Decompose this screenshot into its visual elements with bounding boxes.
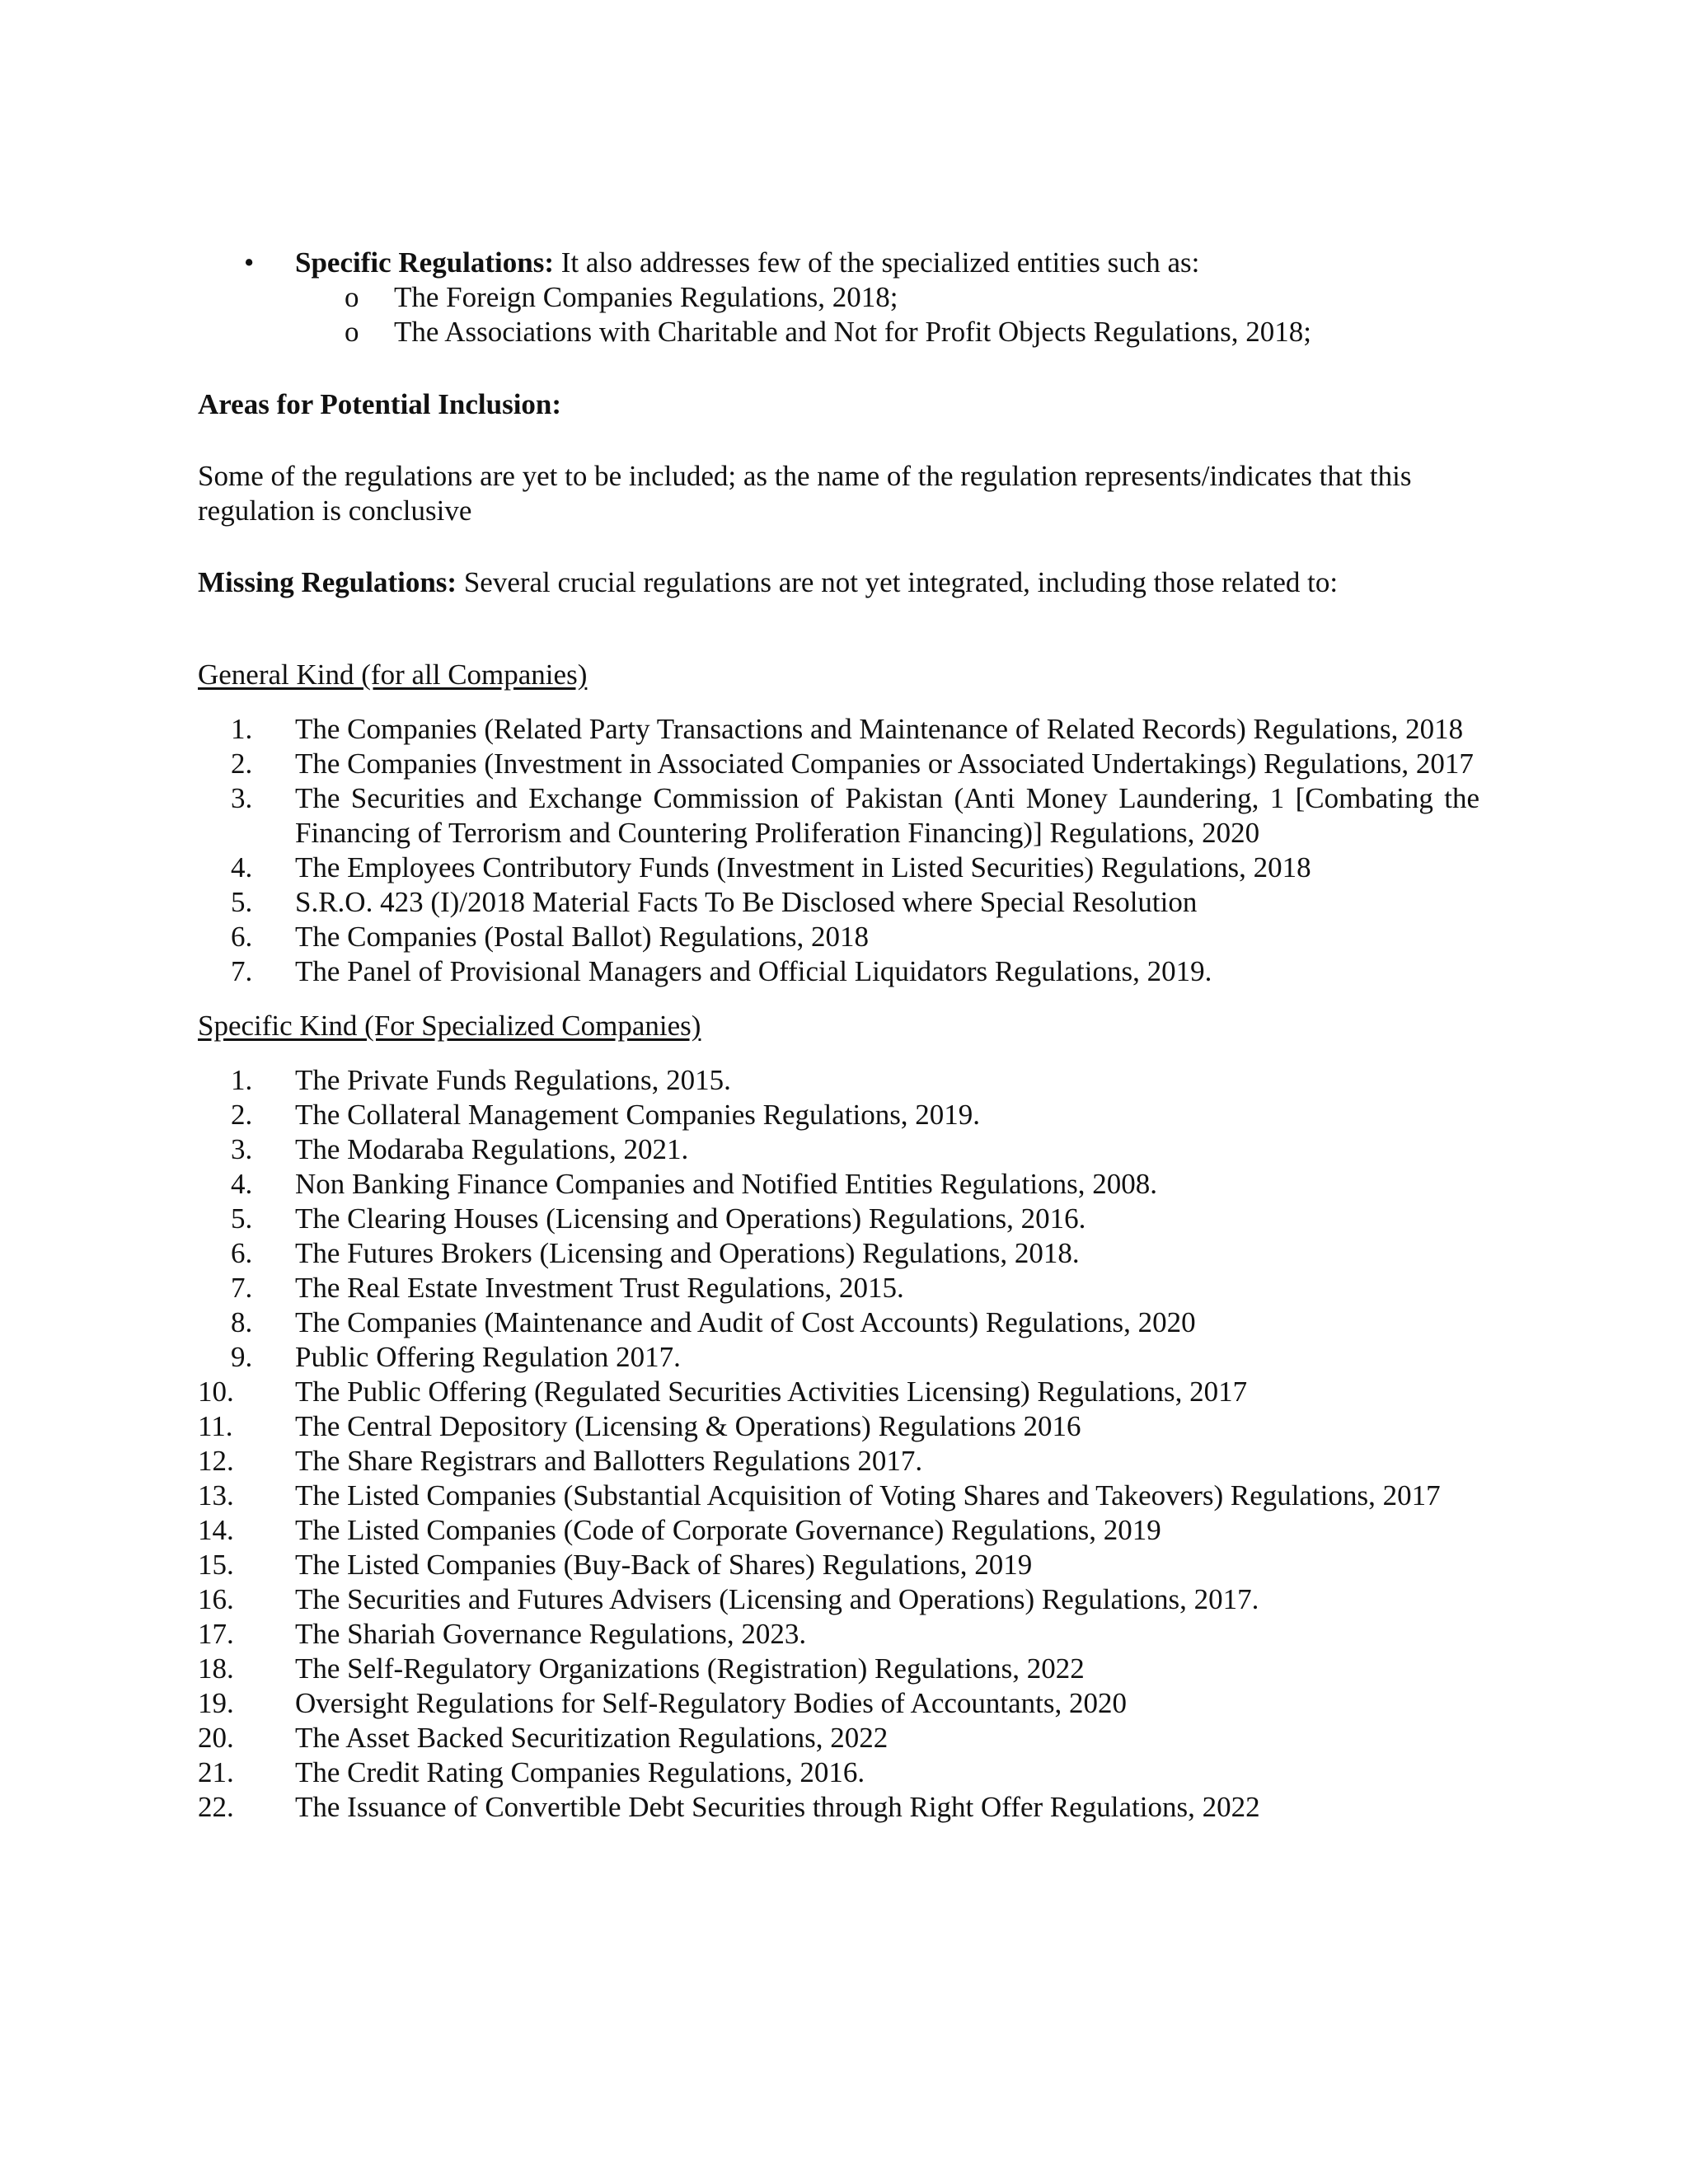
list-item — [198, 1375, 1479, 1409]
sub-list-item-text: The Associations with Charitable and Not for Profit Objects Regulations, 2018; — [394, 316, 1312, 348]
sub-list-item — [198, 280, 1479, 315]
list-item-number: 15. — [198, 1549, 234, 1581]
list-item — [198, 1132, 1479, 1167]
specific-regulations-text: It also addresses few of the specialized entities such as: — [554, 246, 1200, 279]
specific-regulations-label: Specific Regulations: — [295, 246, 555, 279]
specific-kind-list — [198, 1063, 1479, 1825]
list-item-number: 5. — [231, 1202, 253, 1235]
list-item — [198, 954, 1479, 989]
list-item-number: 7. — [231, 1272, 253, 1304]
list-item — [198, 1271, 1479, 1305]
list-item-text: The Private Funds Regulations, 2015. — [295, 1064, 731, 1096]
list-item-text: The Listed Companies (Buy-Back of Shares) Regulations, 2019 — [295, 1549, 1033, 1581]
list-item-number: 6. — [231, 1237, 253, 1269]
list-item-number: 11. — [198, 1410, 233, 1442]
list-item — [198, 1444, 1479, 1479]
missing-regulations-paragraph — [198, 565, 1479, 600]
list-item — [198, 1340, 1479, 1375]
list-item-number: 3. — [231, 1133, 253, 1165]
list-item-text: The Share Registrars and Ballotters Regulations 2017. — [295, 1445, 923, 1477]
list-item — [198, 1548, 1479, 1582]
list-item-number: 5. — [231, 886, 253, 918]
list-item-number: 22. — [198, 1791, 234, 1823]
areas-heading-text: Areas for Potential Inclusion: — [198, 388, 562, 420]
list-item-text: Oversight Regulations for Self-Regulatory Bodies of Accountants, 2020 — [295, 1687, 1128, 1719]
list-item-number: 14. — [198, 1514, 234, 1546]
areas-heading — [198, 387, 1479, 422]
list-item-text: Public Offering Regulation 2017. — [295, 1341, 681, 1373]
list-item-number: 9. — [231, 1341, 253, 1373]
list-item — [198, 1479, 1479, 1513]
list-item — [198, 1686, 1479, 1721]
list-item-number: 2. — [231, 748, 253, 780]
missing-regulations-label: Missing Regulations: — [198, 566, 457, 598]
list-item — [198, 781, 1479, 851]
list-item — [198, 920, 1479, 954]
list-item-text: The Companies (Postal Ballot) Regulations, 2018 — [295, 921, 870, 953]
list-item — [198, 1305, 1479, 1340]
list-item-number: 13. — [198, 1479, 234, 1511]
list-item-text: The Listed Companies (Substantial Acquisition of Voting Shares and Takeovers) Regulations, 2017 — [295, 1479, 1441, 1511]
specific-kind-heading: Specific Kind (For Specialized Companies) — [198, 1010, 701, 1042]
list-item-text: The Employees Contributory Funds (Investment in Listed Securities) Regulations, 2018 — [295, 851, 1311, 883]
list-item-text: The Real Estate Investment Trust Regulations, 2015. — [295, 1272, 904, 1304]
list-item-text: The Self-Regulatory Organizations (Registration) Regulations, 2022 — [295, 1652, 1085, 1685]
list-item-text: The Securities and Exchange Commission of Pakistan (Anti Money Laundering, 1 [Combating the Financing of Terrorism and Countering Proliferation Financing)] Regulations, 2020 — [295, 782, 1479, 849]
list-item-number: 1. — [231, 1064, 253, 1096]
circle-bullet-icon: o — [345, 281, 359, 313]
general-kind-list — [198, 712, 1479, 989]
list-item-number: 1. — [231, 713, 253, 745]
list-item — [198, 1167, 1479, 1202]
sub-list-item — [198, 315, 1479, 349]
list-item — [198, 851, 1479, 885]
list-item — [198, 1582, 1479, 1617]
bullet-icon: • — [244, 246, 255, 279]
general-kind-heading: General Kind (for all Companies) — [198, 658, 588, 691]
list-item — [198, 885, 1479, 920]
missing-regulations-text: Several crucial regulations are not yet integrated, including those related to: — [457, 566, 1339, 598]
list-item — [198, 1790, 1479, 1825]
list-item — [198, 1721, 1479, 1755]
list-item-text: The Securities and Futures Advisers (Licensing and Operations) Regulations, 2017. — [295, 1583, 1259, 1615]
circle-bullet-icon: o — [345, 316, 359, 348]
list-item-text: S.R.O. 423 (I)/2018 Material Facts To Be Disclosed where Special Resolution — [295, 886, 1198, 918]
list-item-text: The Modaraba Regulations, 2021. — [295, 1133, 689, 1165]
list-item-text: The Clearing Houses (Licensing and Operations) Regulations, 2016. — [295, 1202, 1086, 1235]
list-item-text: The Central Depository (Licensing & Operations) Regulations 2016 — [295, 1410, 1081, 1442]
list-item-text: Non Banking Finance Companies and Notified Entities Regulations, 2008. — [295, 1168, 1157, 1200]
list-item-text: The Issuance of Convertible Debt Securities through Right Offer Regulations, 2022 — [295, 1791, 1260, 1823]
list-item-number: 6. — [231, 921, 253, 953]
list-item-text: The Companies (Investment in Associated Companies or Associated Undertakings) Regulations, 2017 — [295, 748, 1474, 780]
list-item-number: 18. — [198, 1652, 234, 1685]
list-item-text: The Collateral Management Companies Regulations, 2019. — [295, 1099, 981, 1131]
list-item-number: 8. — [231, 1306, 253, 1338]
list-item — [198, 747, 1479, 781]
list-item-text: The Listed Companies (Code of Corporate Governance) Regulations, 2019 — [295, 1514, 1161, 1546]
list-item-number: 7. — [231, 955, 253, 987]
list-item-number: 12. — [198, 1445, 234, 1477]
list-item-text: The Futures Brokers (Licensing and Operations) Regulations, 2018. — [295, 1237, 1080, 1269]
list-item-number: 16. — [198, 1583, 234, 1615]
list-item-text: The Credit Rating Companies Regulations, 2016. — [295, 1756, 865, 1788]
list-item — [198, 712, 1479, 747]
list-item-text: The Companies (Related Party Transactions and Maintenance of Related Records) Regulations, 2018 — [295, 713, 1464, 745]
list-item-text: The Panel of Provisional Managers and Official Liquidators Regulations, 2019. — [295, 955, 1212, 987]
document-content — [198, 246, 1479, 1825]
list-item-number: 4. — [231, 851, 253, 883]
list-item-number: 17. — [198, 1618, 234, 1650]
list-item-number: 19. — [198, 1687, 234, 1719]
list-item — [198, 1617, 1479, 1652]
list-item — [198, 1652, 1479, 1686]
list-item-number: 2. — [231, 1099, 253, 1131]
list-item-number: 4. — [231, 1168, 253, 1200]
sub-list-item-text: The Foreign Companies Regulations, 2018; — [394, 281, 898, 313]
list-item-number: 10. — [198, 1376, 234, 1408]
list-item-text: The Asset Backed Securitization Regulations, 2022 — [295, 1722, 889, 1754]
list-item — [198, 1098, 1479, 1132]
list-item — [198, 1755, 1479, 1790]
list-item-text: The Shariah Governance Regulations, 2023. — [295, 1618, 807, 1650]
list-item — [198, 1513, 1479, 1548]
list-item-number: 21. — [198, 1756, 234, 1788]
list-item-text: The Public Offering (Regulated Securities Activities Licensing) Regulations, 2017 — [295, 1376, 1248, 1408]
list-item — [198, 1063, 1479, 1098]
list-item — [198, 1236, 1479, 1271]
list-item-number: 20. — [198, 1722, 234, 1754]
areas-paragraph: Some of the regulations are yet to be included; as the name of the regulation represents/indicates that this regulation is conclusive — [198, 460, 1412, 527]
list-item-number: 3. — [231, 782, 253, 814]
list-item-text: The Companies (Maintenance and Audit of Cost Accounts) Regulations, 2020 — [295, 1306, 1196, 1338]
list-item — [198, 1409, 1479, 1444]
specific-regulations-bullet — [198, 246, 1479, 280]
list-item — [198, 1202, 1479, 1236]
